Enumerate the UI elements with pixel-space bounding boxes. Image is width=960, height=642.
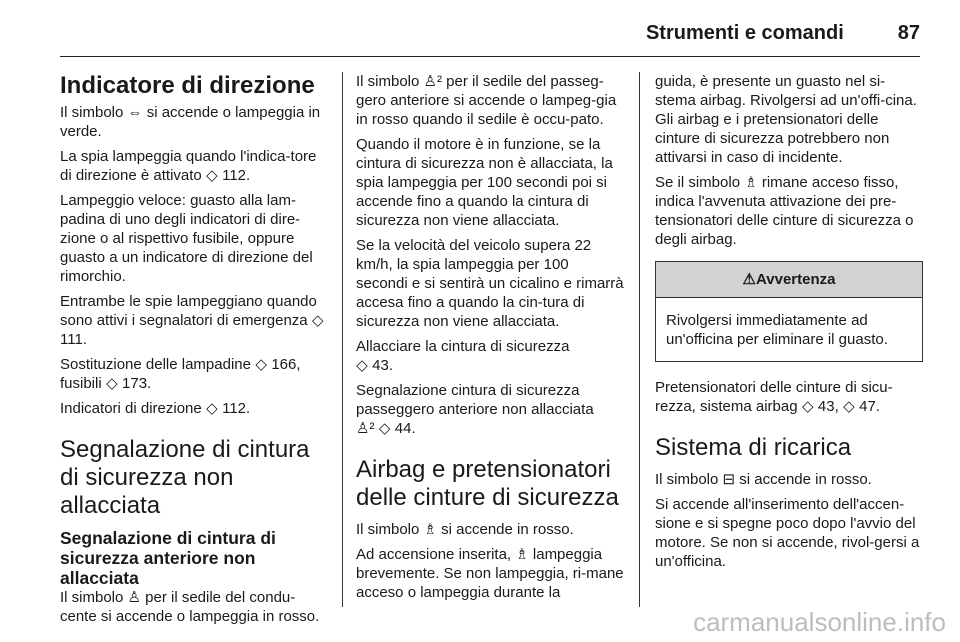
text: lampeggia brevemente. Se non lampeggia, ri-mane acceso o lampeggia durante la [356,546,624,601]
page-ref-link[interactable]: 43. [372,357,394,374]
text: per il sedile del condu-cente si accende o lampeggia in rosso. [60,589,320,625]
page-number: 87 [897,21,920,44]
heading-airbag: Airbag e pretensionatori delle cinture di sicurezza [356,456,619,511]
text: Indicatori di direzione [60,400,202,417]
seatbelt-passenger-icon: ♙² [423,73,442,90]
page-ref-icon: ◇ [106,375,118,392]
heading-charging: Sistema di ricarica [655,434,852,461]
battery-icon: ⊟ [722,471,736,488]
page-ref-icon: ◇ [843,398,855,415]
page-ref-icon: ◇ [206,167,218,184]
text: per il sedile del passeg-gero anteriore si accende o lampeg-gia in rosso quando il sedile è occu-pato. [356,73,617,128]
paragraph [60,147,328,185]
paragraph [655,378,923,416]
page-ref-icon: ◇ [356,357,368,374]
warning-icon: ⚠ [742,271,756,288]
text: Se il simbolo [655,174,741,191]
page-ref-link[interactable]: 112. [222,400,251,417]
paragraph [60,588,328,626]
airbag-icon: ♗ [515,546,529,563]
header-title: Strumenti e comandi [645,21,844,44]
paragraph [60,292,328,349]
text: Pretensionatori delle cinture di sicu-rezza, sistema airbag [655,379,893,415]
paragraph [356,520,624,539]
paragraph [356,72,624,129]
column-divider [639,72,640,607]
page-ref-icon: ◇ [378,420,391,437]
heading-seatbelt: Segnalazione di cintura di sicurezza non allacciata [60,436,310,519]
page-ref-link[interactable]: 173. [122,375,152,392]
seatbelt-driver-icon: ♙ [127,589,141,606]
column-divider [342,72,343,607]
paragraph: Si accende all'inserimento dell'accen-sione e si spegne poco dopo l'avvio del motore. Se non si accende, rivol-gersi a un'officina. [655,496,920,570]
text: Segnalazione cintura di sicurezza passeggero anteriore non allacciata [356,382,594,418]
airbag-icon: ♗ [744,174,758,191]
paragraph [356,381,624,438]
page-header [60,18,920,57]
warning-title: Avvertenza [755,271,836,288]
paragraph [60,103,328,141]
column-2 [356,72,624,608]
seatbelt-passenger-icon: ♙² [356,420,375,437]
text: Il simbolo [356,521,420,538]
text: Il simbolo [356,73,420,90]
paragraph: Lampeggio veloce: guasto alla lam-padina di uno degli indicatori di dire-zione o al rispettivo fusibile, oppure guasto a un indicatore di direzione del rimorchio. [60,192,313,285]
warning-header [656,262,922,298]
page-ref-icon: ◇ [801,398,814,415]
page-ref-link[interactable]: 47. [859,398,880,415]
text: si accende o lampeggia in verde. [60,104,321,140]
paragraph [356,337,624,375]
page-ref-icon: ◇ [206,400,218,417]
column-1 [60,72,328,632]
text: Il simbolo [60,104,124,121]
text: Allacciare la cintura di sicurezza [356,338,570,355]
footer-watermark: carmanualsonline.info [693,607,946,637]
page-ref-link[interactable]: 166, [271,356,301,373]
page-ref-icon: ◇ [312,312,324,329]
text: Ad accensione inserita, [356,546,512,563]
column-3 [655,72,923,577]
page-ref-link[interactable]: 44. [394,420,416,437]
text: Entrambe le spie lampeggiano quando sono attivi i segnalatori di emergenza [60,293,317,329]
text: si accende in rosso. [739,471,872,488]
paragraph [655,173,923,249]
warning-box [655,261,923,362]
page-ref-link[interactable]: 43, [817,398,839,415]
text: Il simbolo [655,471,719,488]
text: si accende in rosso. [441,521,574,538]
paragraph [60,399,328,418]
text: Sostituzione delle lampadine [60,356,251,373]
turn-signal-icon: ⇔ [127,104,143,121]
heading-turn-indicator: Indicatore di direzione [60,72,315,99]
page-ref-link[interactable]: 112. [222,167,251,184]
paragraph [356,545,624,602]
text: Il simbolo [60,589,124,606]
text: La spia lampeggia quando l'indica-tore di direzione è attivato [60,148,317,184]
paragraph: Quando il motore è in funzione, se la cintura di sicurezza non è allacciata, la spia lampeggia per 100 secondi poi si accende fino a quando la cintura di sicurezza non viene allacciata. [356,136,613,229]
paragraph: Se la velocità del veicolo supera 22 km/h, la spia lampeggia per 100 secondi e si sentirà un cicalino e rimarrà accesa fino a quando la cin-tura di sicurezza non viene allacciata. [356,237,624,330]
page-ref-link[interactable]: 111. [60,331,87,348]
subheading-front-seatbelt: Segnalazione di cintura di sicurezza anteriore non allacciata [60,528,276,588]
page-ref-icon: ◇ [255,356,267,373]
paragraph [655,470,923,489]
airbag-icon: ♗ [423,521,437,538]
warning-body: Rivolgersi immediatamente ad un'officina per eliminare il guasto. [666,312,888,348]
paragraph [60,355,328,393]
text: fusibili [60,375,102,392]
text: rimane acceso fisso, indica l'avvenuta attivazione dei pre-tensionatori delle cinture di sicurezza o degli airbag. [655,174,914,248]
paragraph: guida, è presente un guasto nel si-stema airbag. Rivolgersi ad un'offi-cina. Gli airbag e i pretensionatori delle cinture di sicurezza potrebbero non attivarsi in caso di incidente. [655,73,917,166]
